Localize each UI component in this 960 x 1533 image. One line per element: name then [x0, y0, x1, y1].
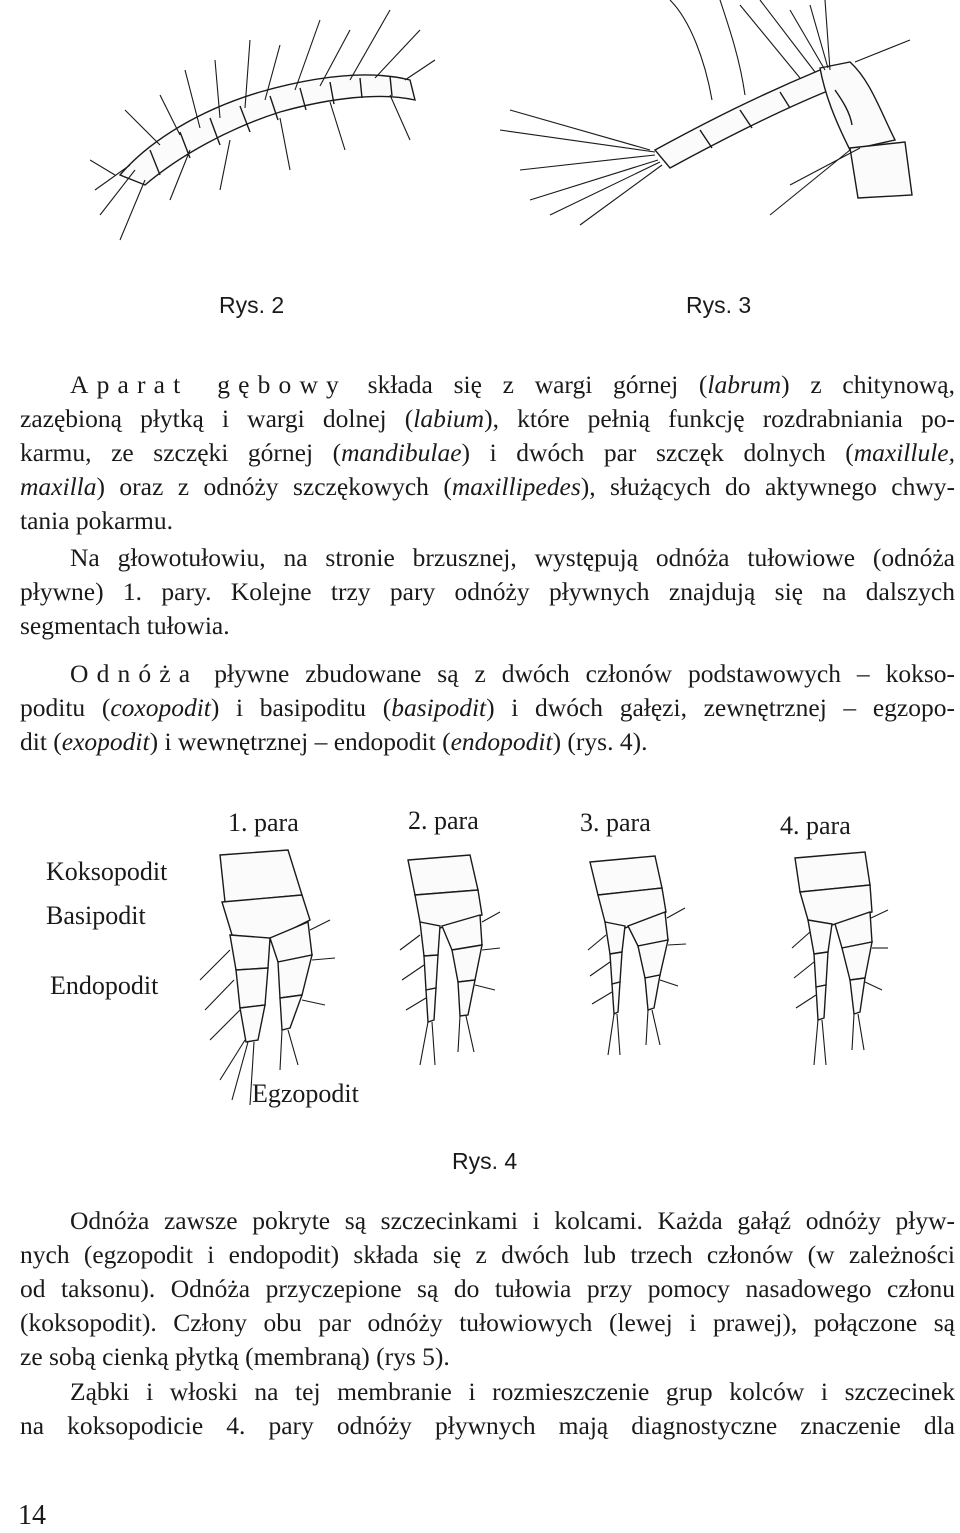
swimming-leg-2: [400, 855, 500, 1065]
paragraph4-line4: (koksopodit). Człony obu par odnóży tułowiowych (lewej i prawej), połączone są: [20, 1308, 955, 1337]
antenna-drawing: [490, 0, 920, 260]
paragraph4-line3: od taksonu). Odnóża przyczepione są do tułowia przy pomocy nasadowego członu: [20, 1274, 955, 1303]
paragraph3-line1: Odnóża pływne zbudowane są z dwóch członów podstawowych – kokso-: [70, 659, 955, 688]
paragraph1-line3: karmu, ze szczęki górnej (mandibulae) i dwóch par szczęk dolnych (maxillule,: [20, 438, 955, 467]
pair-label-3: 3. para: [580, 808, 651, 837]
paragraph2-line2: pływne) 1. pary. Kolejne trzy pary odnóży pływnych znajdują się na dalszych: [20, 577, 955, 606]
aparat-gebowy-heading: Aparat gębowy: [70, 370, 347, 399]
paragraph5-line2: na koksopodicie 4. pary odnóży pływnych mają diagnostyczne znaczenie dla: [20, 1411, 955, 1440]
label-basipodit: Basipodit: [46, 901, 146, 930]
paragraph4-line1: Odnóża zawsze pokryte są szczecinkami i kolcami. Każda gałąź odnóży pływ-: [70, 1206, 955, 1235]
label-endopodit: Endopodit: [50, 971, 159, 1000]
pair-label-2: 2. para: [408, 806, 479, 835]
pair-label-1: 1. para: [228, 808, 299, 837]
paragraph3-line2: poditu (coxopodit) i basipoditu (basipodit) i dwóch gałęzi, zewnętrznej – egzopo-: [20, 693, 955, 722]
swimming-leg-4: [792, 852, 888, 1065]
paragraph1-line2: zazębioną płytką i wargi dolnej (labium), które pełnią funkcję rozdrabniania po-: [20, 404, 955, 433]
paragraph5-line1: Ząbki i włoski na tej membranie i rozmieszczenie grup kolców i szczecinek: [70, 1377, 955, 1406]
swimming-legs-drawing: [170, 840, 890, 1110]
paragraph1-line1: Aparat gębowy składa się z wargi górnej (labrum) z chitynową,: [70, 370, 955, 399]
antennule-drawing: [90, 0, 440, 260]
paragraph2-line1: Na głowotułowiu, na stronie brzusznej, występują odnóża tułowiowe (odnóża: [70, 543, 955, 572]
page-number: 14: [18, 1500, 46, 1531]
odnoza-heading: Odnóża: [70, 659, 199, 688]
figure-caption-rys3: Rys. 3: [686, 292, 752, 318]
label-egzopodit: Egzopodit: [252, 1079, 359, 1108]
paragraph4-line2: nych (egzopodit i endopodit) składa się z dwóch lub trzech członów (w zależności: [20, 1240, 955, 1269]
paragraph4-line5: ze sobą cienką płytką (membraną) (rys 5).: [20, 1342, 450, 1371]
label-koksopodit: Koksopodit: [46, 857, 168, 886]
swimming-leg-3: [588, 856, 686, 1055]
paragraph2-line3: segmentach tułowia.: [20, 611, 230, 640]
figure-caption-rys4: Rys. 4: [452, 1148, 518, 1174]
figure-caption-rys2: Rys. 2: [219, 292, 285, 318]
paragraph3-line3: dit (exopodit) i wewnętrznej – endopodit (endopodit) (rys. 4).: [20, 727, 648, 756]
pair-label-4: 4. para: [780, 811, 851, 840]
swimming-leg-1: [200, 850, 335, 1105]
paragraph1-line4: maxilla) oraz z odnóży szczękowych (maxillipedes), służących do aktywnego chwy-: [20, 472, 955, 501]
paragraph1-line5: tania pokarmu.: [20, 506, 173, 535]
